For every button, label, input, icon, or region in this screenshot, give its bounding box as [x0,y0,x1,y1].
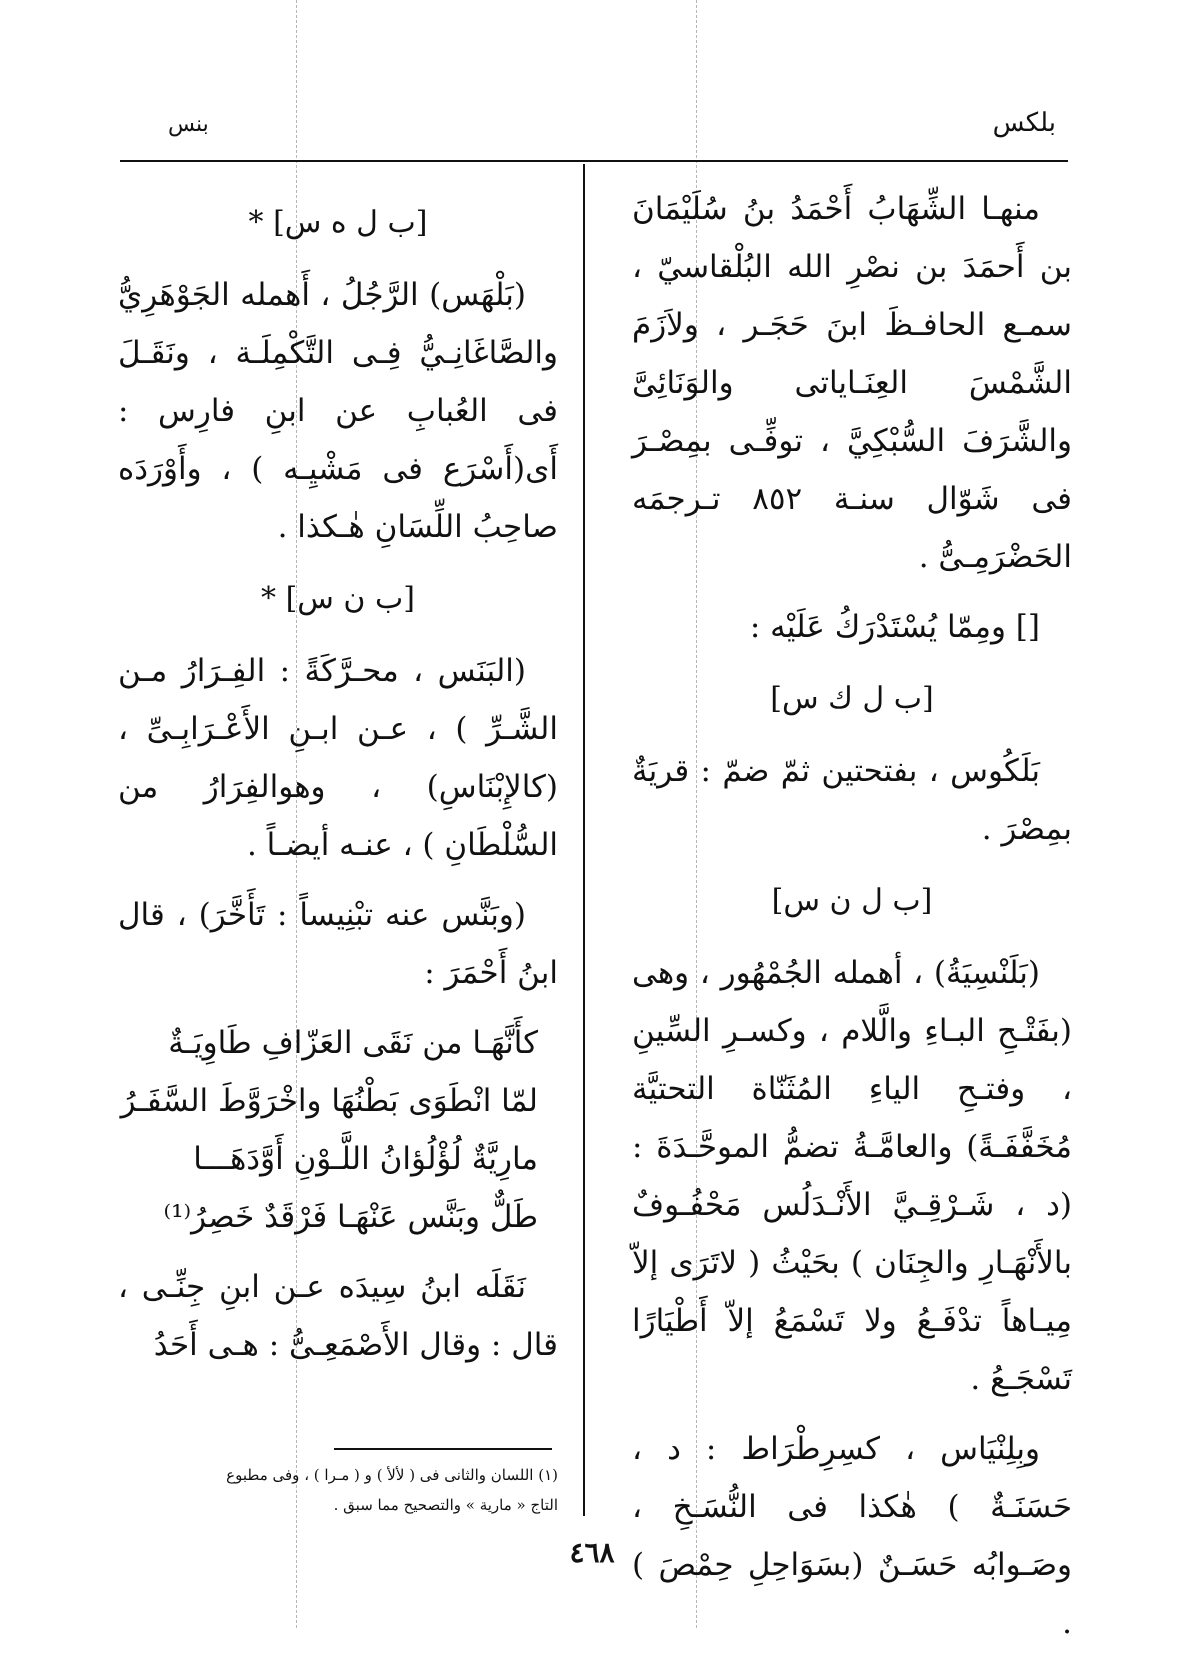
paragraph: بَلَكُوس ، بفتحتين ثمّ ضمّ : قريَةٌ بمِصْرَ . [632,753,1072,847]
entry-heading: [ب ل ك س] [770,681,934,716]
left-column [118,180,558,1386]
entry-heading: [ب ل ه س] * [248,205,428,240]
verse-block [118,1014,558,1246]
running-header-right: بلكس [992,108,1056,138]
footnote-rule [334,1448,552,1450]
paragraph: نَقَلَه ابنُ سِيدَه عـن ابنِ جِنِّـى ، قال : وقال الأَصْمَعِـىُّ : هـى أَحَدُ [118,1269,558,1363]
paragraph: (وبَنَّس عنه تبْنِيساً : تَأَخَّرَ) ، قال ابنُ أَحْمَرَ : [118,897,558,991]
verse-line: كأَنَّهَـا من نَقَى العَزّافِ طَاوِيَـةٌ [168,1025,538,1061]
footnotes [118,1460,558,1520]
footnote-line: التاج « مارية » والتصحيح مما سبق . [333,1496,558,1514]
header-rule [120,160,1068,162]
footnote-line: (١) اللسان والثانى فى ( لألأ ) و ( مـرا ) ، وفى مطبوع [226,1466,558,1484]
right-column [632,180,1072,1664]
verse-line: طَلٌّ وبَنَّس عَنْهَـا فَرْقَدٌ خَصِرُ⁽¹⁾ [163,1199,538,1235]
paragraph: (البَنَس ، محـرَّكَةً : الفِـرَارُ مـن الشَّـرِّ ) ، عـن ابـنِ الأَعْـرَابِـىِّ ، (كالإِبْنَاسِ) ، وهوالفِرَارُ من السُّلْطَانِ ) ، عنـه أيضـاً . [118,653,558,863]
column-divider [583,164,585,1516]
entry-heading: [ب ل ن س] [771,883,933,918]
running-header-left: بنس [168,112,209,137]
verse-line: مارِيَّةٌ لُؤْلُؤانُ اللَّـوْنِ أَوَّدَهَـــا [193,1141,538,1177]
paragraph: وبِلِنْيَاس ، كسِرِطْرَاط : د ، حَسَنَـةٌ ) هٰكذا فى النُّسَـخِ ، وصَـوابُه حَسَـنٌ (بسَوَاحِلِ حِمْصَ ) . [632,1431,1072,1641]
verse-line: لمّا انْطَوَى بَطْنُهَا واخْرَوَّطَ السَّفَـرُ [120,1083,538,1119]
paragraph: (بَلْهَس) الرَّجُلُ ، أَهمله الجَوْهَرِيُّ والصَّاغَانِـيُّ فِـى التَّكْمِلَـة ، ونَقَـلَ فى العُبابِ عن ابنِ فارِس : أَى(أَسْرَع فى مَشْيِـه ) ، وأَوْرَدَه صاحِبُ اللِّسَانِ هٰـكذا . [118,277,558,545]
mustadrak-line: [] ومِمّا يُسْتَدْرَكُ عَلَيْه : [749,609,1040,645]
page-number: ٤٦٨ [569,1536,615,1569]
entry-heading: [ب ن س] * [261,581,415,616]
paragraph: منهـا الشِّهَابُ أَحْمَدُ بنُ سُلَيْمَانَ بن أَحمَدَ بن نصْرِ الله البُلْقاسيّ ، سمـع الحافـظَ ابنَ حَجَـر ، ولاَزَمَ الشَّمْسَ العِنَـاياتى والوَنَائِىَّ والشَّرَفَ السُّبْكِيَّ ، توفِّـى بمِصْـرَ فى شَوّال سنـة ٨٥٢ تـرجمَه الحَضْرَمِـىُّ . [632,191,1072,575]
paragraph: (بَلَنْسِيَةُ) ، أهمله الجُمْهُور ، وهى (بفَتْـحِ البـاءِ والَّلام ، وكسـرِ السِّينِ ، وفتـحِ الياءِ المُثَنّاة التحتيَّة مُخَفَّفَـةً) والعامَّـةُ تضمُّ الموحَّـدَةَ : (د ، شَـرْقِـيَّ الأَنْـدَلُس مَحْفُـوفٌ بالأَنْهَـارِ والجِنَان ) بحَيْثُ ( لاتَرَى إلاّ مِيـاهاً تدْفَـعُ ولا تَسْمَعُ إلاّ أَطْيَارًا تَسْجَـعُ . [632,955,1072,1397]
